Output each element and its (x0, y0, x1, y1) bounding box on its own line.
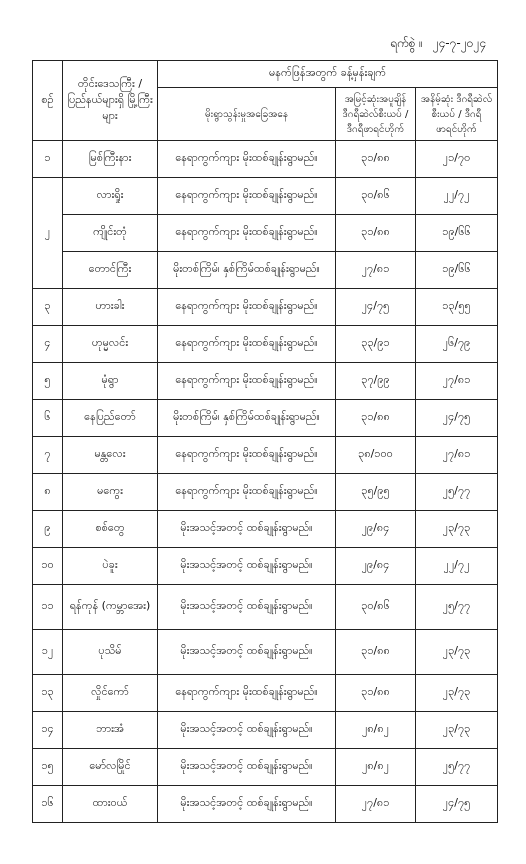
max-temp: ၂၇/၈၁ (336, 252, 416, 289)
min-temp: ၂၂/၇၂ (416, 178, 498, 215)
row-number: ၉ (33, 511, 63, 548)
rain-condition: နေရာကွက်ကျား မိုးထစ်ချုန်းရွာမည်။ (158, 474, 336, 511)
city-name: လှိုင်ကော် (63, 675, 158, 712)
date-value: ၂၄-၇-၂၀၂၄ (432, 36, 486, 50)
header-forecast-group: မနက်ဖြန်အတွက် ခန့်မှန်းချက် (158, 61, 498, 88)
city-name: ကျိုင်းတုံ (63, 215, 158, 252)
city-name: မန္တလေး (63, 437, 158, 474)
max-temp: ၃၈/၁၀၀ (336, 437, 416, 474)
city-name: ဟားခါး (63, 289, 158, 326)
min-temp: ၁၉/၆၆ (416, 215, 498, 252)
rain-condition: မိုးအသင့်အတင့် ထစ်ချုန်းရွာမည်။ (158, 511, 336, 548)
city-name: ဟုမ္မလင်း (63, 326, 158, 363)
min-temp: ၂၅/၇၇ (416, 585, 498, 630)
max-temp: ၂၈/၈၂ (336, 712, 416, 749)
max-temp: ၃၁/၈၈ (336, 400, 416, 437)
report-date (384, 35, 486, 53)
rain-condition: နေရာကွက်ကျား မိုးထစ်ချုန်းရွာမည်။ (158, 289, 336, 326)
row-number: ၃ (33, 289, 63, 326)
max-temp: ၂၄/၇၅ (336, 289, 416, 326)
max-temp: ၃၁/၈၈ (336, 675, 416, 712)
row-number: ၁၄ (33, 712, 63, 749)
row-number: ၁၀ (33, 548, 63, 585)
rain-condition: နေရာကွက်ကျား မိုးထစ်ချုန်းရွာမည်။ (158, 363, 336, 400)
row-number: ၁၂ (33, 630, 63, 675)
min-temp: ၂၃/၇၃ (416, 511, 498, 548)
city-name: ပုသိမ် (63, 630, 158, 675)
rain-condition: မိုးအသင့်အတင့် ထစ်ချုန်းရွာမည်။ (158, 548, 336, 585)
max-temp: ၃၃/၉၁ (336, 326, 416, 363)
max-temp: ၃၁/၈၈ (336, 630, 416, 675)
min-temp: ၂၇/၈၁ (416, 363, 498, 400)
max-temp: ၃၁/၈၈ (336, 215, 416, 252)
min-temp: ၂၆/၇၉ (416, 326, 498, 363)
min-temp: ၂၁/၇၀ (416, 141, 498, 178)
row-number: ၁၆ (33, 786, 63, 823)
header-no: စဉ် (33, 61, 63, 141)
min-temp: ၂၃/၇၃ (416, 675, 498, 712)
header-condition: မိုးရွာသွန်းမှုအခြေအနေ (158, 88, 336, 141)
min-temp: ၂၄/၇၅ (416, 400, 498, 437)
row-number: ၂ (33, 178, 63, 289)
min-temp: ၂၅/၇၇ (416, 749, 498, 786)
row-number: ၆ (33, 400, 63, 437)
min-temp: ၁၉/၆၆ (416, 252, 498, 289)
rain-condition: နေရာကွက်ကျား မိုးထစ်ချုန်းရွာမည်။ (158, 178, 336, 215)
rain-condition: နေရာကွက်ကျား မိုးထစ်ချုန်းရွာမည်။ (158, 326, 336, 363)
rain-condition: မိုးအသင့်အတင့် ထစ်ချုန်းရွာမည်။ (158, 585, 336, 630)
city-name: မကွေး (63, 474, 158, 511)
city-name: ထားဝယ် (63, 786, 158, 823)
min-temp: ၁၃/၅၅ (416, 289, 498, 326)
header-min-temp: အနိမ့်ဆုံး ဒီဂရီဆဲလ်စီးယပ် / ဒီဂရီဖာရင်ဟိုက် (416, 88, 498, 141)
row-number: ၁၃ (33, 675, 63, 712)
max-temp: ၃၅/၉၅ (336, 474, 416, 511)
city-name: မုံရွာ (63, 363, 158, 400)
rain-condition: နေရာကွက်ကျား မိုးထစ်ချုန်းရွာမည်။ (158, 675, 336, 712)
min-temp: ၂၅/၇၇ (416, 474, 498, 511)
city-name: မော်လမြိုင် (63, 749, 158, 786)
row-number: ၈ (33, 474, 63, 511)
max-temp: ၂၈/၈၂ (336, 749, 416, 786)
rain-condition: မိုးအသင့်အတင့် ထစ်ချုန်းရွာမည်။ (158, 630, 336, 675)
city-name: စစ်တွေ (63, 511, 158, 548)
city-name: နေပြည်တော် (63, 400, 158, 437)
row-number: ၁၁ (33, 585, 63, 630)
max-temp: ၃၇/၉၉ (336, 363, 416, 400)
city-name: တောင်ကြီး (63, 252, 158, 289)
rain-condition: မိုးအသင့်အတင့် ထစ်ချုန်းရွာမည်။ (158, 786, 336, 823)
min-temp: ၂၃/၇၃ (416, 712, 498, 749)
city-name: လားရှိုး (63, 178, 158, 215)
rain-condition: နေရာကွက်ကျား မိုးထစ်ချုန်းရွာမည်။ (158, 141, 336, 178)
max-temp: ၃၀/၈၆ (336, 178, 416, 215)
row-number: ၇ (33, 437, 63, 474)
rain-condition: မိုးအသင့်အတင့် ထစ်ချုန်းရွာမည်။ (158, 712, 336, 749)
header-region: တိုင်းဒေသကြီး / ပြည်နယ်များရှိ မြို့ကြီးများ (63, 61, 158, 141)
rain-condition: နေရာကွက်ကျား မိုးထစ်ချုန်းရွာမည်။ (158, 437, 336, 474)
min-temp: ၂၇/၈၁ (416, 437, 498, 474)
forecast-table (32, 60, 498, 823)
city-name: မြစ်ကြီးနား (63, 141, 158, 178)
city-name: ပဲခူး (63, 548, 158, 585)
max-temp: ၂၇/၈၁ (336, 786, 416, 823)
row-number: ၅ (33, 363, 63, 400)
max-temp: ၃၁/၈၈ (336, 141, 416, 178)
max-temp: ၂၉/၈၄ (336, 548, 416, 585)
min-temp: ၂၂/၇၂ (416, 548, 498, 585)
rain-condition: မိုးတစ်ကြိမ်၊ နှစ်ကြိမ်ထစ်ချုန်းရွာမည်။ (158, 400, 336, 437)
row-number: ၁၅ (33, 749, 63, 786)
max-temp: ၃၀/၈၆ (336, 585, 416, 630)
header-max-temp: အမြင့်ဆုံးအပူချိန် ဒီဂရီဆဲလ်စီးယပ် /ဒီဂရီဖာရင်ဟိုက် (336, 88, 416, 141)
rain-condition: မိုးအသင့်အတင့် ထစ်ချုန်းရွာမည်။ (158, 749, 336, 786)
rain-condition: မိုးတစ်ကြိမ်၊ နှစ်ကြိမ်ထစ်ချုန်းရွာမည်။ (158, 252, 336, 289)
row-number: ၁ (33, 141, 63, 178)
rain-condition: နေရာကွက်ကျား မိုးထစ်ချုန်းရွာမည်။ (158, 215, 336, 252)
max-temp: ၂၉/၈၄ (336, 511, 416, 548)
city-name: ဘားအံ (63, 712, 158, 749)
date-label: ရက်စွဲ ။ (389, 36, 423, 50)
row-number: ၄ (33, 326, 63, 363)
min-temp: ၂၃/၇၃ (416, 630, 498, 675)
min-temp: ၂၄/၇၅ (416, 786, 498, 823)
city-name: ရန်ကုန် (ကမ္ဘာအေး) (63, 585, 158, 630)
